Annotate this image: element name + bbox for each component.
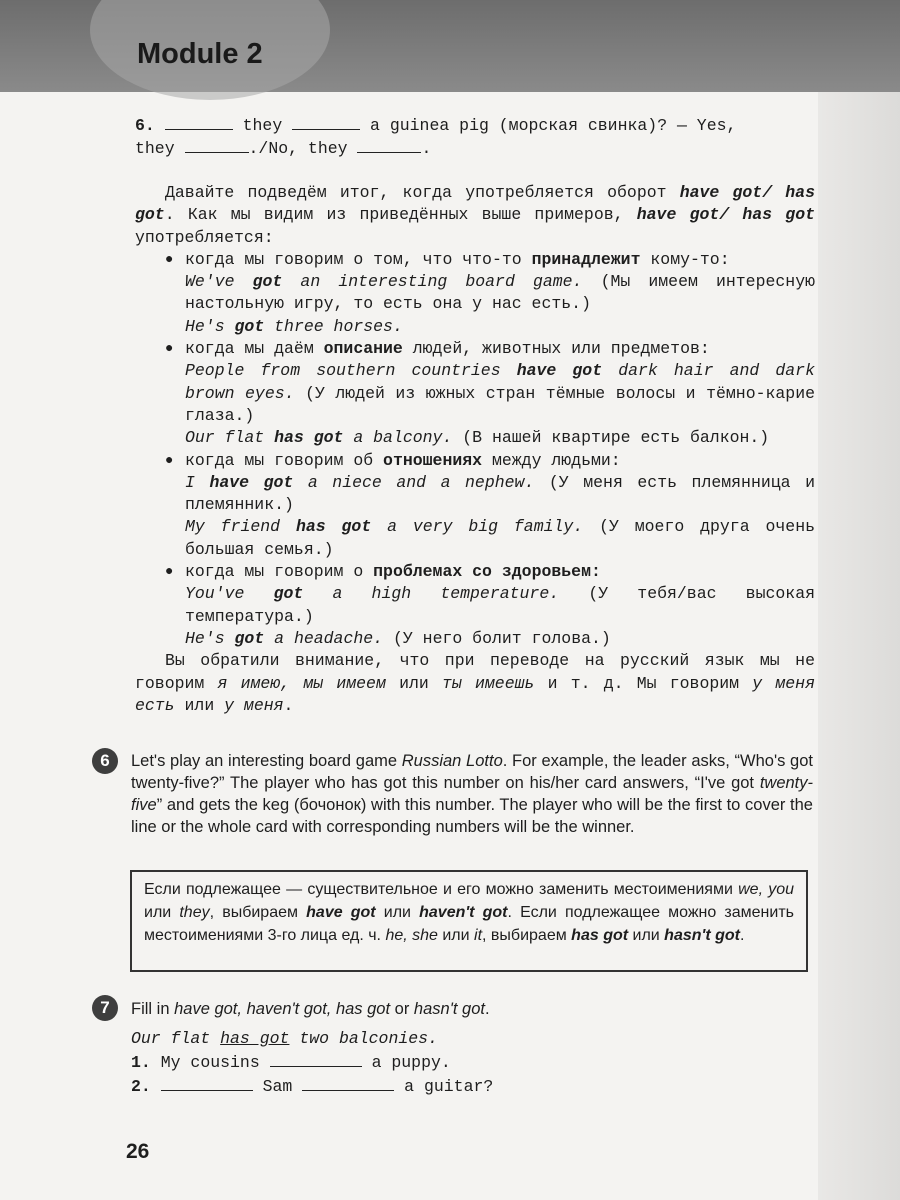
item-6-question: 6. they a guinea pig (морская свинка)? — Yes, they ./No, they . bbox=[135, 116, 737, 158]
module-title: Module 2 bbox=[137, 38, 263, 70]
usage-item-relationships: ● когда мы говорим об отношениях между людьми: I have got a niece and a nephew. (У меня есть племянница и племянник.) My friend has got a very big family. (У моего друга очень большая семья.) bbox=[165, 450, 815, 559]
exercise-7-example: Our flat has got two balconies. bbox=[131, 1029, 438, 1048]
answer-blank[interactable] bbox=[165, 115, 233, 130]
usage-item-possession: ● когда мы говорим о том, что что-то принадлежит кому-то: We've got an interesting board game. (Мы имеем интересную настольную игру, то есть она у нас есть.) He's got three horses. bbox=[165, 249, 815, 336]
exercise-7-line-2: 2. Sam a guitar? bbox=[131, 1077, 494, 1096]
usage-item-description: ● когда мы даём описание людей, животных или предметов: People from southern countries have got dark hair and dark brown eyes. (У людей из южных стран тёмные волосы и тёмно-карие глаза.) Our flat has got a balcony. (В нашей квартире есть балкон.) bbox=[165, 339, 815, 448]
summary-conclusion: Вы обратили внимание, что при переводе на русский язык мы не говорим я имею, мы имеем или ты имеешь и т. д. Мы говорим у меня есть или у меня. bbox=[135, 651, 815, 715]
usage-item-health: ● когда мы говорим о проблемах со здоровьем: You've got a high temperature. (У тебя/вас высокая температура.) He's got a headache. (У него болит голова.) bbox=[165, 562, 815, 648]
answer-blank[interactable] bbox=[292, 115, 360, 130]
answer-blank[interactable] bbox=[302, 1076, 394, 1091]
usage-list bbox=[135, 249, 815, 650]
page-number: 26 bbox=[126, 1140, 150, 1163]
page-header bbox=[0, 0, 900, 92]
answer-blank[interactable] bbox=[185, 138, 249, 153]
answer-blank[interactable] bbox=[270, 1052, 362, 1067]
exercise-6-text: Let's play an interesting board game Russian Lotto. For example, the leader asks, “Who's got twenty-five?” The player who has got this number on his/her card answers, “I've got twenty-five” and gets the keg (бочонок) with this number. The player who will be the first to cover the line or the whole card with corresponding numbers will be the winner. bbox=[131, 752, 813, 836]
answer-blank[interactable] bbox=[161, 1076, 253, 1091]
exercise-7-line-1: 1. My cousins a puppy. bbox=[131, 1053, 451, 1072]
summary-intro: Давайте подведём итог, когда употребляется оборот have got/ has got. Как мы видим из приведённых выше примеров, have got/ has got употребляется: bbox=[135, 183, 815, 247]
grammar-summary bbox=[135, 182, 815, 717]
exercise-7-badge: 7 bbox=[92, 995, 118, 1021]
answer-blank[interactable] bbox=[357, 138, 421, 153]
exercise-7-items bbox=[131, 1027, 811, 1099]
exercise-7-instruction: Fill in have got, haven't got, has got or hasn't got. bbox=[131, 1000, 490, 1018]
page-edge-shadow bbox=[818, 92, 900, 1200]
exercise-6-badge: 6 bbox=[92, 748, 118, 774]
grammar-rule-box: Если подлежащее — существительное и его можно заменить местоимениями we, you или they, выбираем have got или haven't got. Если подлежащее можно заменить местоимениями 3-го лица ед. ч. he, she или it, выбираем has got или hasn't got. bbox=[130, 870, 808, 972]
